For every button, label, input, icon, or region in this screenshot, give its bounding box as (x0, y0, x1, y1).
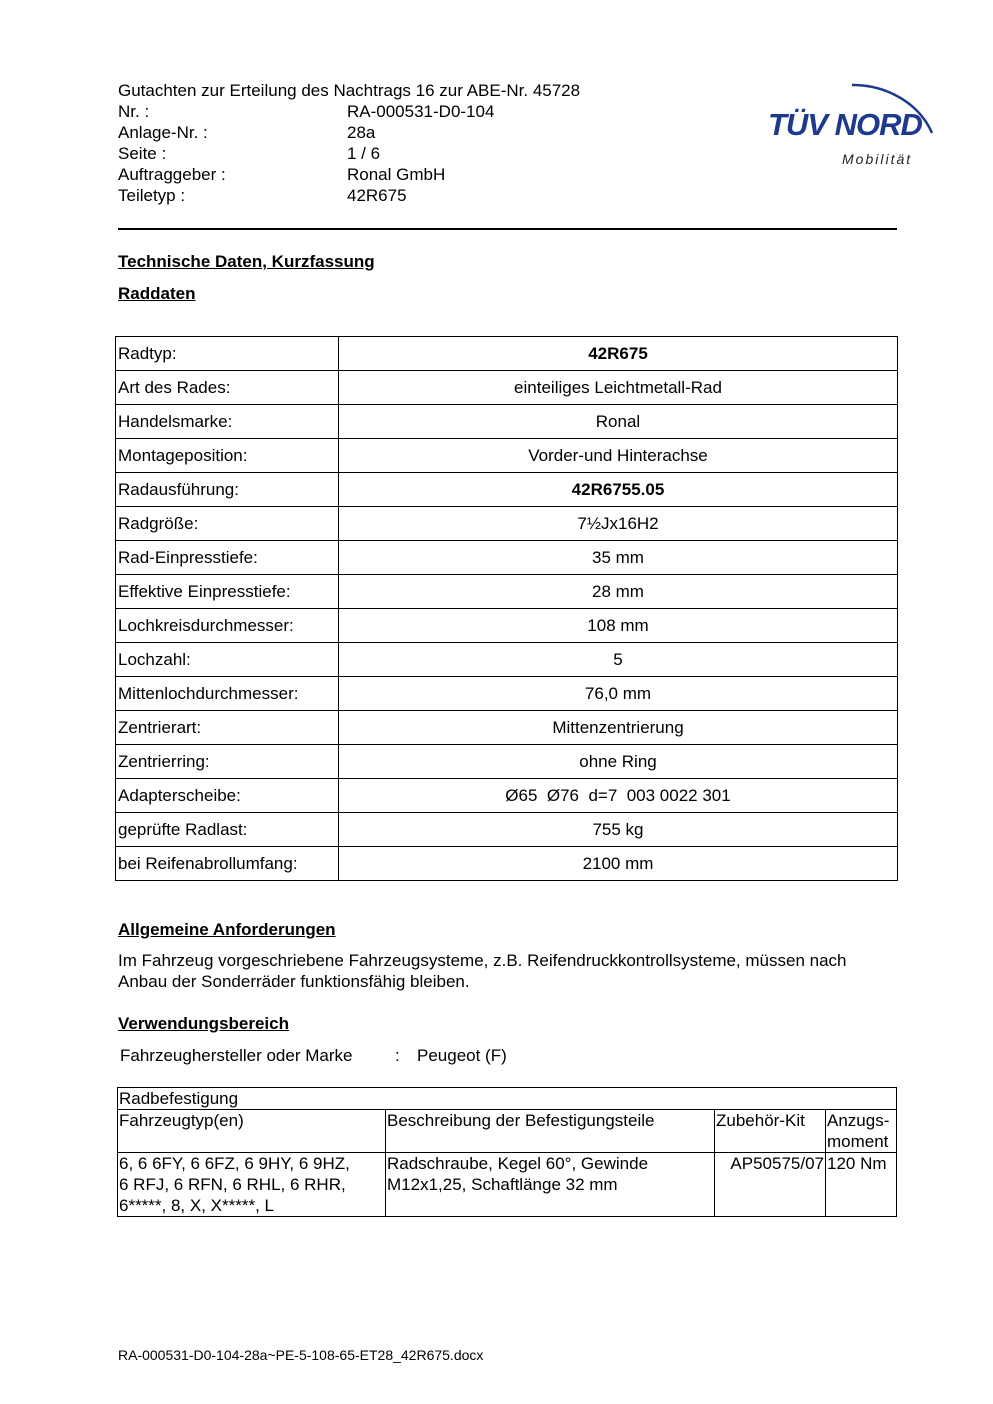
row-value: ohne Ring (339, 745, 898, 779)
header-key: Nr. : (118, 102, 150, 121)
row-label: geprüfte Radlast: (116, 813, 339, 847)
row-label: Adapterscheibe: (116, 779, 339, 813)
radbefestigung-title: Radbefestigung (118, 1088, 897, 1110)
table-row (116, 677, 898, 711)
table-row (118, 1153, 897, 1217)
header-value: Ronal GmbH (347, 165, 446, 184)
header-row-anlage (118, 122, 580, 143)
row-value: Vorder-und Hinterachse (339, 439, 898, 473)
row-label: Radausführung: (116, 473, 339, 507)
table-row (116, 779, 898, 813)
header-key: Seite : (118, 144, 167, 163)
cell-zubehoer-kit: AP50575/07 (715, 1153, 826, 1217)
row-value: Mittenzentrierung (339, 711, 898, 745)
header-key: Teiletyp : (118, 186, 186, 205)
header-value: 28a (347, 123, 376, 142)
types-line: 6*****, 8, X, X*****, L (119, 1196, 274, 1215)
description-line: Radschraube, Kegel 60°, Gewinde (387, 1154, 649, 1173)
row-value: einteiliges Leichtmetall-Rad (339, 371, 898, 405)
row-value: 7½Jx16H2 (339, 507, 898, 541)
cell-beschreibung (386, 1153, 715, 1217)
row-value: 76,0 mm (339, 677, 898, 711)
row-value: 108 mm (339, 609, 898, 643)
table-row (116, 609, 898, 643)
table-row (116, 711, 898, 745)
table-row (116, 541, 898, 575)
table-row (116, 643, 898, 677)
table-row (116, 439, 898, 473)
cell-anzugsmoment: 120 Nm (826, 1153, 897, 1217)
row-label: Effektive Einpresstiefe: (116, 575, 339, 609)
header-zubehoer-kit: Zubehör-Kit (715, 1110, 826, 1153)
table-title-row (118, 1088, 897, 1110)
header-anzugsmoment (826, 1110, 897, 1153)
row-value: 755 kg (339, 813, 898, 847)
footer-filename: RA-000531-D0-104-28a~PE-5-108-65-ET28_42R675.docx (118, 1347, 484, 1363)
section-heading-technische-daten: Technische Daten, Kurzfassung (118, 252, 375, 271)
header-fahrzeugtypen: Fahrzeugtyp(en) (118, 1110, 386, 1153)
table-row (116, 405, 898, 439)
row-label: Handelsmarke: (116, 405, 339, 439)
row-label: Art des Rades: (116, 371, 339, 405)
header-row-nr (118, 101, 580, 122)
document-title: Gutachten zur Erteilung des Nachtrags 16 zur ABE-Nr. 45728 (118, 81, 581, 100)
row-label: Zentrierart: (116, 711, 339, 745)
tuev-nord-logo (760, 55, 950, 175)
section-heading-raddaten: Raddaten (118, 284, 196, 303)
header-row-auftraggeber (118, 164, 580, 185)
header-key: Auftraggeber : (118, 165, 226, 184)
manufacturer-value: Peugeot (F) (417, 1046, 507, 1065)
header-beschreibung: Beschreibung der Befestigungsteile (386, 1110, 715, 1153)
header-divider (118, 228, 897, 230)
table-row (116, 813, 898, 847)
row-label: Rad-Einpresstiefe: (116, 541, 339, 575)
table-row (116, 473, 898, 507)
header-anzugsmoment-line1: Anzugs- (827, 1111, 890, 1130)
row-value: 42R6755.05 (339, 473, 898, 507)
document-header (118, 80, 580, 206)
header-row-seite (118, 143, 580, 164)
types-line: 6, 6 6FY, 6 6FZ, 6 9HY, 6 9HZ, (119, 1154, 350, 1173)
cell-fahrzeugtypen (118, 1153, 386, 1217)
row-label: Radtyp: (116, 337, 339, 371)
row-label: Mittenlochdurchmesser: (116, 677, 339, 711)
header-row-teiletyp (118, 185, 580, 206)
row-value: 42R675 (339, 337, 898, 371)
types-line: 6 RFJ, 6 RFN, 6 RHL, 6 RHR, (119, 1175, 346, 1194)
description-line: M12x1,25, Schaftlänge 32 mm (387, 1175, 618, 1194)
header-value: 42R675 (347, 186, 407, 205)
row-value: 5 (339, 643, 898, 677)
header-key: Anlage-Nr. : (118, 123, 208, 142)
table-row (116, 507, 898, 541)
header-anzugsmoment-line2: moment (827, 1132, 889, 1151)
table-header-row (118, 1110, 897, 1153)
manufacturer-colon: : (395, 1046, 400, 1065)
anforderungen-paragraph: Im Fahrzeug vorgeschriebene Fahrzeugsysteme, z.B. Reifendruckkontrollsysteme, müssen nach Anbau der Sonderräder funktionsfähig bleiben. (118, 951, 847, 991)
row-label: Lochzahl: (116, 643, 339, 677)
table-row (116, 745, 898, 779)
table-row (116, 847, 898, 881)
manufacturer-label: Fahrzeughersteller oder Marke (120, 1046, 353, 1065)
table-row (116, 371, 898, 405)
row-value: 35 mm (339, 541, 898, 575)
row-label: bei Reifenabrollumfang: (116, 847, 339, 881)
logo-brand: TÜV NORD (768, 107, 922, 142)
row-label: Montageposition: (116, 439, 339, 473)
row-label: Radgröße: (116, 507, 339, 541)
section-heading-anforderungen: Allgemeine Anforderungen (118, 920, 336, 939)
row-value: Ø65 Ø76 d=7 003 0022 301 (339, 779, 898, 813)
table-row (116, 337, 898, 371)
logo-subtitle: Mobilität (842, 151, 913, 167)
header-value: 1 / 6 (347, 144, 381, 163)
header-value: RA-000531-D0-104 (347, 102, 495, 121)
wheel-data-table (115, 336, 898, 881)
manufacturer-line (120, 1045, 507, 1066)
row-value: 28 mm (339, 575, 898, 609)
row-label: Zentrierring: (116, 745, 339, 779)
section-heading-verwendungsbereich: Verwendungsbereich (118, 1014, 289, 1033)
row-value: Ronal (339, 405, 898, 439)
row-label: Lochkreisdurchmesser: (116, 609, 339, 643)
row-value: 2100 mm (339, 847, 898, 881)
table-row (116, 575, 898, 609)
radbefestigung-table (117, 1087, 897, 1217)
